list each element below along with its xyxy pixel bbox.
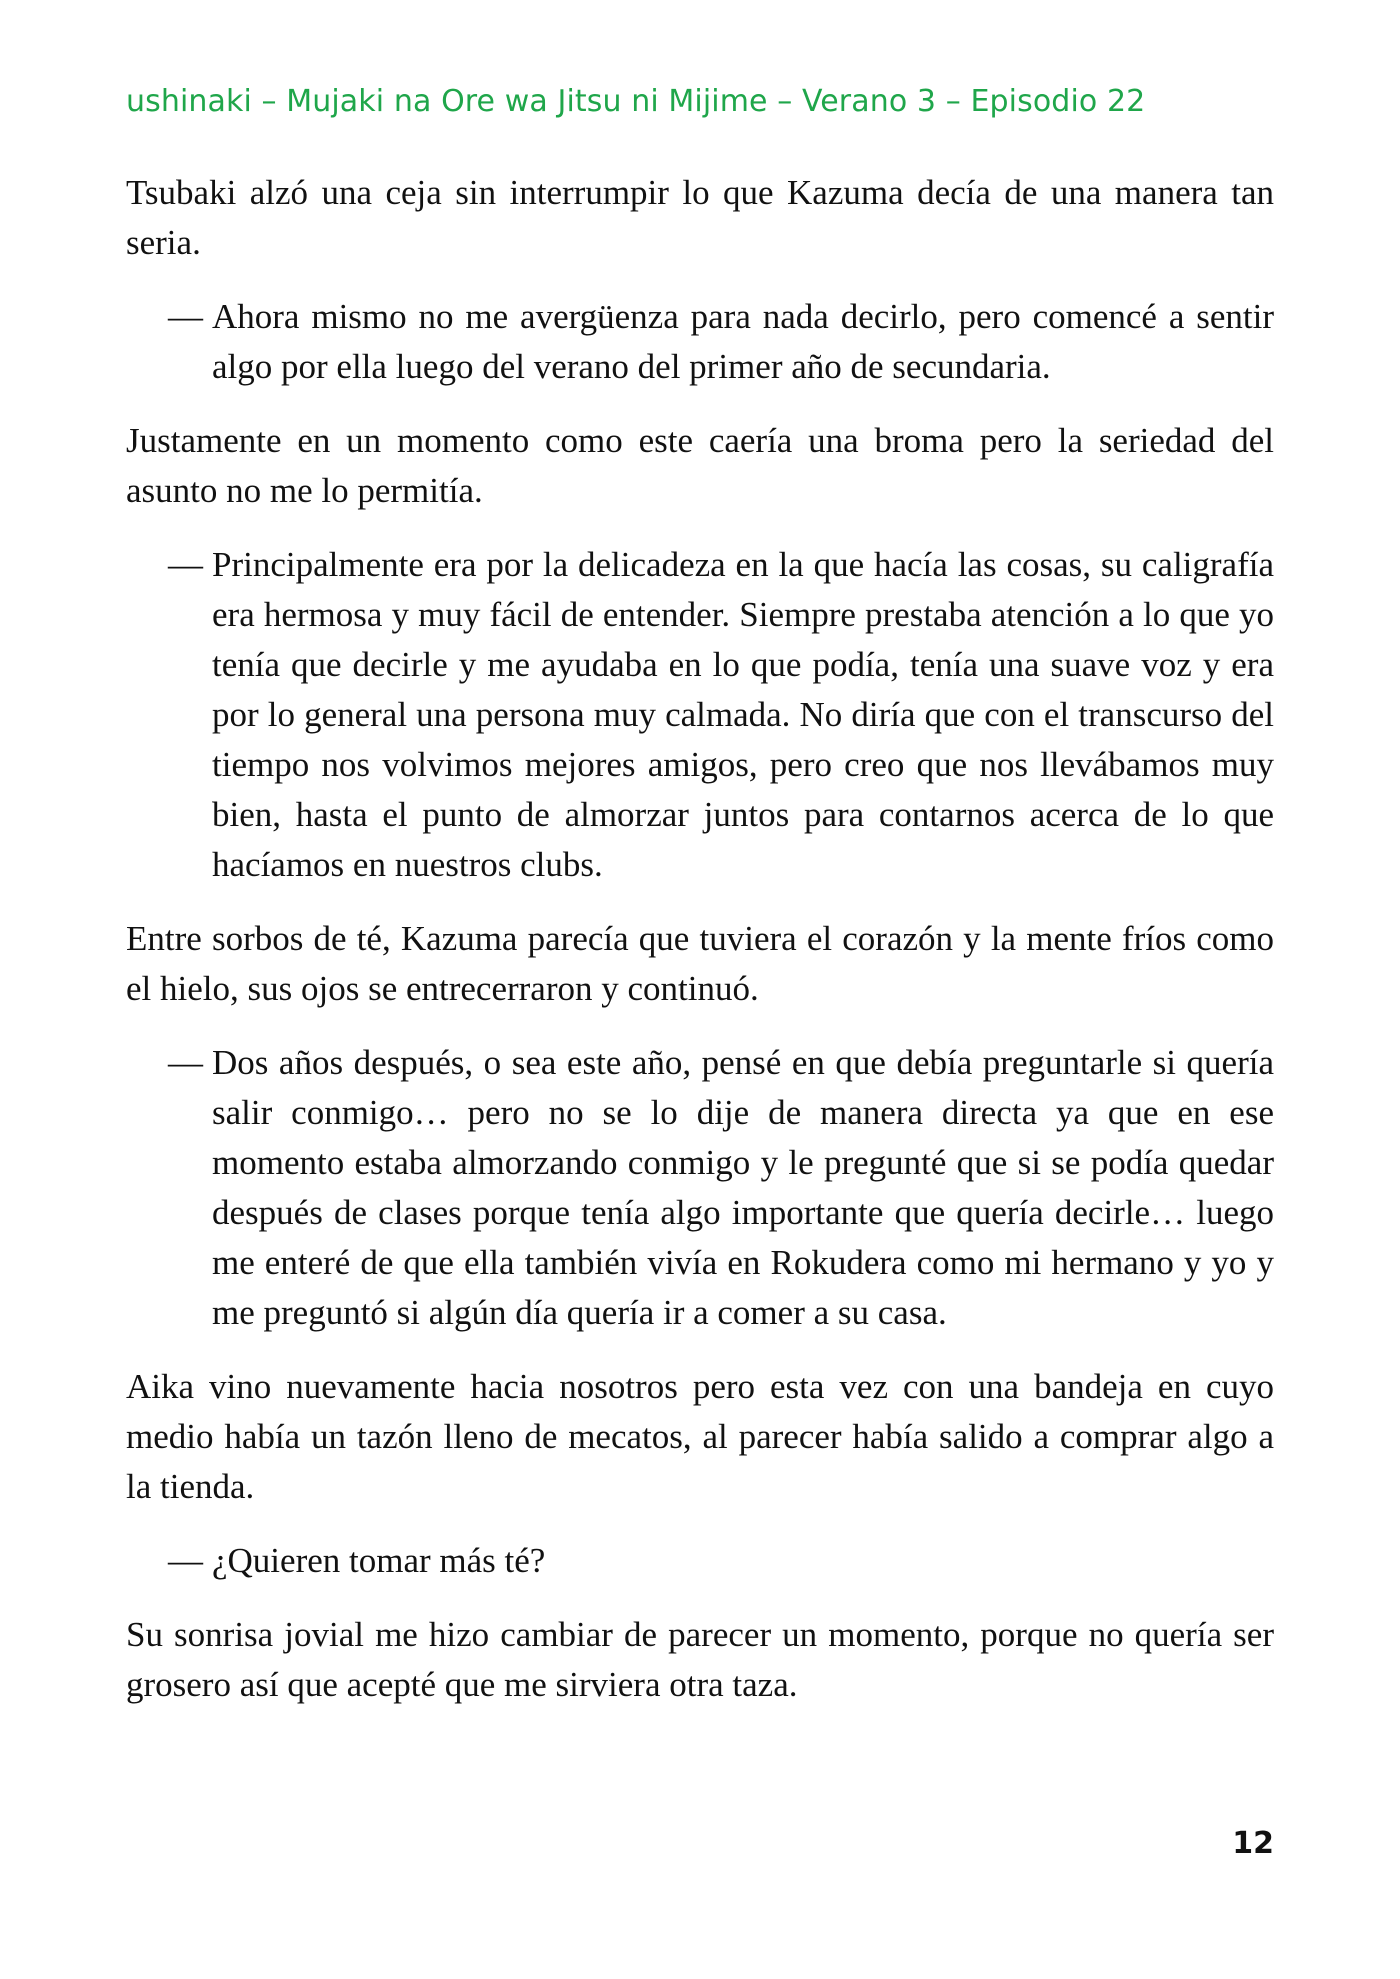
running-header: ushinaki – Mujaki na Ore wa Jitsu ni Mijime – Verano 3 – Episodio 22 <box>126 84 1146 119</box>
dialogue-dash: — <box>168 297 203 336</box>
dialogue-text: ¿Quieren tomar más té? <box>212 1541 546 1580</box>
dialogue-text: Principalmente era por la delicadeza en la que hacía las cosas, su caligrafía era hermosa y muy fácil de entender. Siempre prestaba atención a lo que yo tenía que decirle y me ayudaba en lo que podía, tenía una suave voz y era por lo general una persona muy calmada. No diría que con el transcurso del tiempo nos volvimos mejores amigos, pero creo que nos llevábamos muy bien, hasta el punto de almorzar juntos para contarnos acerca de lo que hacíamos en nuestros clubs. <box>212 545 1274 884</box>
body-text <box>126 168 1274 1734</box>
dialogue-paragraph <box>126 540 1274 890</box>
narration-paragraph: Entre sorbos de té, Kazuma parecía que tuviera el corazón y la mente fríos como el hielo, sus ojos se entrecerraron y continuó. <box>126 919 1274 1008</box>
dialogue-paragraph <box>126 292 1274 392</box>
dialogue-paragraph <box>126 1038 1274 1338</box>
dialogue-dash: — <box>168 1541 203 1580</box>
dialogue-dash: — <box>168 545 203 584</box>
dialogue-paragraph <box>126 1536 1274 1586</box>
narration-paragraph: Justamente en un momento como este caería una broma pero la seriedad del asunto no me lo permitía. <box>126 421 1274 510</box>
dialogue-dash: — <box>168 1043 203 1082</box>
dialogue-text: Ahora mismo no me avergüenza para nada decirlo, pero comencé a sentir algo por ella luego del verano del primer año de secundaria. <box>212 297 1274 386</box>
narration-paragraph: Tsubaki alzó una ceja sin interrumpir lo que Kazuma decía de una manera tan seria. <box>126 173 1274 262</box>
narration-paragraph: Su sonrisa jovial me hizo cambiar de parecer un momento, porque no quería ser grosero así que acepté que me sirviera otra taza. <box>126 1615 1274 1704</box>
dialogue-text: Dos años después, o sea este año, pensé en que debía preguntarle si quería salir conmigo… pero no se lo dije de manera directa ya que en ese momento estaba almorzando conmigo y le pregunté que si se podía quedar después de clases porque tenía algo importante que quería decirle… luego me enteré de que ella también vivía en Rokudera como mi hermano y yo y me preguntó si algún día quería ir a comer a su casa. <box>212 1043 1274 1332</box>
page-number: 12 <box>1232 1826 1274 1861</box>
narration-paragraph: Aika vino nuevamente hacia nosotros pero esta vez con una bandeja en cuyo medio había un tazón lleno de mecatos, al parecer había salido a comprar algo a la tienda. <box>126 1367 1274 1506</box>
